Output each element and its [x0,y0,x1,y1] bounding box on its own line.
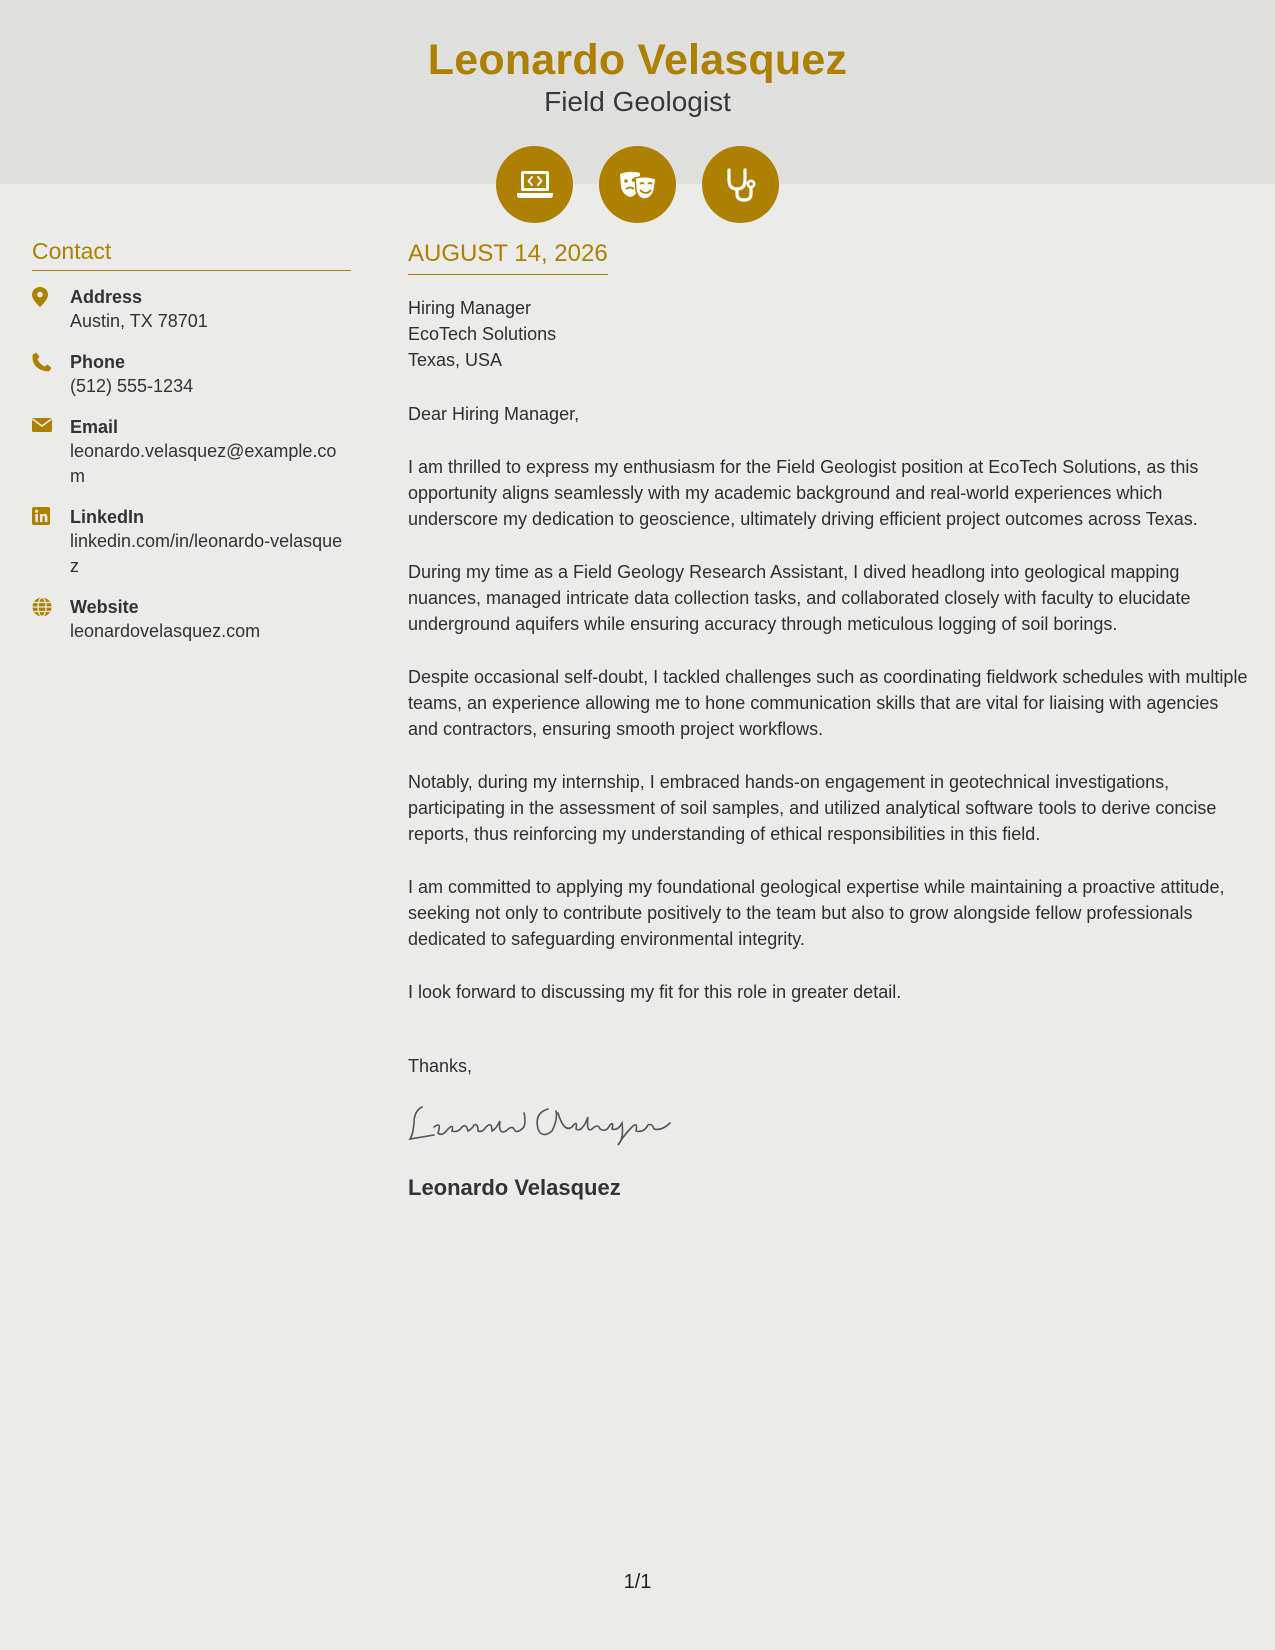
letter-date: AUGUST 14, 2026 [408,240,608,275]
closing: Thanks, [408,1056,473,1076]
contact-label: Email [70,417,119,437]
contact-item-website [32,595,351,644]
recipient-line: Hiring Manager [408,298,532,318]
contact-label: Address [70,287,143,307]
recipient-block [408,295,1248,373]
paragraph: Notably, during my internship, I embraced hands-on engagement in geotechnical investigations, participating in the assessment of soil samples, and utilized analytical software tools to derive concise reports, thus reinforcing my understanding of ethical responsibilities in this field. [408,772,1217,844]
phone-value[interactable]: (512) 555-1234 [70,376,194,396]
theater-masks-icon [599,146,676,223]
contact-item-phone [32,350,351,399]
contact-sidebar [32,238,351,660]
stethoscope-icon [702,146,779,223]
signed-name: Leonardo Velasquez [408,1175,621,1200]
letter-body [408,240,1248,1201]
contact-item-linkedin [32,505,351,579]
paragraph: During my time as a Field Geology Research Assistant, I dived headlong into geological mapping nuances, managed intricate data collection tasks, and collaborated closely with faculty to elucidate underground aquifers while ensuring accuracy through meticulous logging of soil borings. [408,562,1191,634]
email-value[interactable]: leonardo.velasquez@example.com [70,441,337,486]
envelope-icon [32,415,70,489]
linkedin-icon [32,505,70,579]
paragraph: I am committed to applying my foundational geological expertise while maintaining a proactive attitude, seeking not only to contribute positively to the team but also to grow alongside fellow professionals dedicated to safeguarding environmental integrity. [408,877,1225,949]
page-number: 1/1 [623,1571,652,1593]
salutation: Dear Hiring Manager, [408,404,580,424]
recipient-line: Texas, USA [408,350,503,370]
laptop-code-icon [496,146,573,223]
contact-label: Website [70,597,139,617]
interest-icons [496,146,779,223]
contact-item-email [32,415,351,489]
phone-icon [32,350,70,399]
paragraph: I look forward to discussing my fit for this role in greater detail. [408,982,902,1002]
map-marker-icon [32,285,70,334]
paragraph: Despite occasional self-doubt, I tackled challenges such as coordinating fieldwork schedules with multiple teams, an experience allowing me to hone communication skills that are vital for liaising with agencies and contractors, ensuring smooth project workflows. [408,667,1248,739]
linkedin-value[interactable]: linkedin.com/in/leonardo-velasquez [70,531,343,576]
website-value[interactable]: leonardovelasquez.com [70,621,261,641]
contact-item-address [32,285,351,334]
signature-image [408,1099,1248,1149]
contact-label: LinkedIn [70,507,145,527]
globe-icon [32,595,70,644]
contact-label: Phone [70,352,126,372]
address-value: Austin, TX 78701 [70,311,208,331]
contact-heading: Contact [32,238,351,271]
job-title: Field Geologist [544,86,731,117]
paragraph: I am thrilled to express my enthusiasm for the Field Geologist position at EcoTech Solutions, as this opportunity aligns seamlessly with my academic background and real-world experiences which underscore my dedication to geoscience, ultimately driving efficient project outcomes across Texas. [408,457,1199,529]
recipient-line: EcoTech Solutions [408,324,557,344]
applicant-name: Leonardo Velasquez [427,36,848,84]
